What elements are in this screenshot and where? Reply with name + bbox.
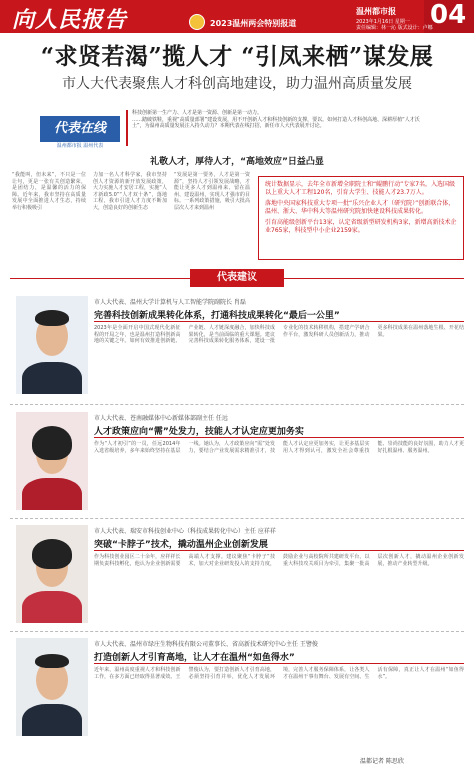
- rep-text: 作为科技创业园区二十余年，应祥祥长期负责科技孵化，他认为企业创新需要高端人才支撑。建议聚焦“卡脖子”技术，加大对企业研发投入的支持力度，鼓励企业与高校院所共建研发平台，以重大科技攻关项目为牵引，集聚一批高层次创新人才，撬动温州企业创新发展，推动产业转型升级。: [94, 554, 464, 567]
- date-text: 2023年1月16日 星期一: [356, 19, 410, 25]
- date-line: [356, 19, 433, 31]
- intro-line: ……踏破铁鞋，重视“高质量部署”建设发展，用不开创新人才和科技创新的支撑，要以。如何打造人才科创高地、深耕厚植“人才沃: [132, 116, 420, 123]
- rep-title-rule: [94, 550, 464, 551]
- rep-title-rule: [94, 663, 464, 664]
- dashed-divider: [10, 631, 464, 632]
- photo-body: [22, 478, 82, 510]
- photo-hair: [35, 654, 69, 668]
- intro-line: 土”，为温州高质量发展注入持久动力？本期代表在线打招，新任市人大代表展开讨论。: [132, 123, 325, 129]
- intro-line: 科技创新第一生产力、人才是第一资源、创新是第一动力。: [132, 110, 263, 116]
- column-badge: 代表在线: [40, 116, 120, 142]
- rep-text: 作为“人才初引”的一员，任远2014年入选省级培养，多年来始终坚持在基层一线。她认为，人才政策应向“需”处发力，要结合产业发展需求精准引才，技能人才认定应更加务实，让更多基层实用人才得到认可，激发全社会尊重技能、崇尚技能的良好氛围，助力人才更好扎根温州、服务温州。: [94, 441, 464, 454]
- column-badge-caption: 温州都市报 温州代表: [56, 143, 104, 149]
- representative-photo: [16, 638, 88, 736]
- main-headline: “求贤若渴”揽人才 “引凤来栖”谋发展: [40, 43, 434, 70]
- section-label: 代表建议: [190, 269, 284, 287]
- rep-proposal-title: 人才政策应向“需”处发力，技能人才认定应更加务实: [94, 427, 304, 437]
- photo-body: [22, 591, 82, 623]
- article-column: 力加一名人才科学家，我市坚持创人才资源的新开放发展政策，大力实施人才安居工程，实施“人才新政5.0”“人才双十条”，落地工程，我市引进人才力度不断加大，创造良好的创新生态: [93, 172, 167, 211]
- photo-body: [22, 362, 82, 394]
- event-title: 2023温州两会特别报道: [210, 19, 297, 28]
- section-subtitle: 礼敬人才，厚待人才，“高地效应”日益凸显: [150, 157, 324, 167]
- divider-line: [284, 278, 464, 279]
- stats-paragraph: 引育高能级创新平台13家，认定省级新型研发机构3家，新增高新技术企业765家，科技型中小企业2159家。: [265, 219, 457, 234]
- paper-title: 向人民报告: [12, 7, 128, 33]
- photo-hair: [32, 426, 72, 460]
- article-column: “发展是第一要务，人才是第一资源”，坚持人才引领发展战略，才能让更多人才到温州来、留在温州、建设温州，实现人才强市的目标。一系列政策措施，吸引大批高层次人才来到温州: [174, 172, 250, 211]
- rep-name-line: 市人大代表、瑞安市科技创业中心（科技成果转化中心）主任 应祥祥: [94, 528, 276, 535]
- rep-name-line: 市人大代表、温州市绿庄生物科技有限公司董事长、省高新技术研究中心主任 王譬俊: [94, 641, 318, 648]
- photo-hair: [35, 310, 69, 326]
- photo-hair: [32, 539, 72, 569]
- representative-photo: [16, 525, 88, 623]
- rep-proposal-title: 完善科技创新成果转化体系，打通科技成果转化“最后一公里”: [94, 311, 340, 321]
- representative-photo: [16, 296, 88, 394]
- rep-title-rule: [94, 437, 464, 438]
- section-name: 温州都市报: [356, 7, 396, 16]
- sub-headline: 市人大代表聚焦人才科创高地建设，助力温州高质量发展: [62, 76, 412, 92]
- stats-box: [258, 176, 464, 260]
- stats-paragraph: 统计数据显示，去年全市新增全职院士和“鲲鹏行动”专家7名，入选国级以上重大人才工程120名，引育大学生、技能人才23.7万人。: [265, 181, 456, 196]
- article-column: “我能叫，但未来”，不只是一位让句，更是一张有关创造繁荣，是团结力，是温馨的活力的保障。近年来，我市坚持在高质量发展中全面推进人才生态，持续举行积极吸引: [12, 172, 86, 211]
- rep-title-rule: [94, 321, 464, 322]
- editor-text: 责任编辑：林一沁 版式设计：卢娜: [356, 25, 433, 31]
- representative-photo: [16, 412, 88, 510]
- rep-proposal-title: 打造创新人才引育高地，让人才在温州“如鱼得水”: [94, 653, 295, 663]
- reporter-credit: 温都记者 陈思欣: [360, 758, 404, 765]
- intro-box: [126, 110, 468, 146]
- emblem-icon: [189, 14, 205, 30]
- dashed-divider: [10, 518, 464, 519]
- stats-paragraph: 落地中央国家科技重大专项一批“乐兴企业人才（研究院）”创新联合体，温州、浙大、华中科大等温州研究院加快建设科技成果转化。: [265, 200, 455, 215]
- rep-name-line: 市人大代表、苍南融媒体中心新媒体部副主任 任远: [94, 415, 228, 422]
- divider-line: [10, 278, 190, 279]
- photo-body: [22, 704, 82, 736]
- page-number: 04: [430, 0, 467, 30]
- rep-text: 近年来，温州高度重视人才和科技创新工作，在多方面已经取得显著成效。王譬俊认为，要打造创新人才引育高地，必须坚持引育并举，优化人才发展环境，完善人才服务保障体系，让各类人才在温州干事有舞台、发展有空间、生活有保障，真正让人才在温州“如鱼得水”。: [94, 667, 464, 680]
- dashed-divider: [10, 404, 464, 405]
- rep-text: 2023年是全面开启中国式现代化新征程的开局之年，也是温州打造科创新高地的关键之年。如何有效推进创新链、产业链、人才链深度融合，加快科技成果转化，是当前面临的重大课题。建议完善科技成果转化服务体系，建设一批专业化的技术转移机构，搭建产学研合作平台，激发科研人员创新活力，推动更多科技成果在温州落地生根、开花结果。: [94, 325, 464, 344]
- rep-proposal-title: 突破“卡脖子”技术，撬动温州企业创新发展: [94, 540, 268, 550]
- rep-name-line: 市人大代表、温州大学计算机与人工智能学院副院长 肖磊: [94, 299, 246, 306]
